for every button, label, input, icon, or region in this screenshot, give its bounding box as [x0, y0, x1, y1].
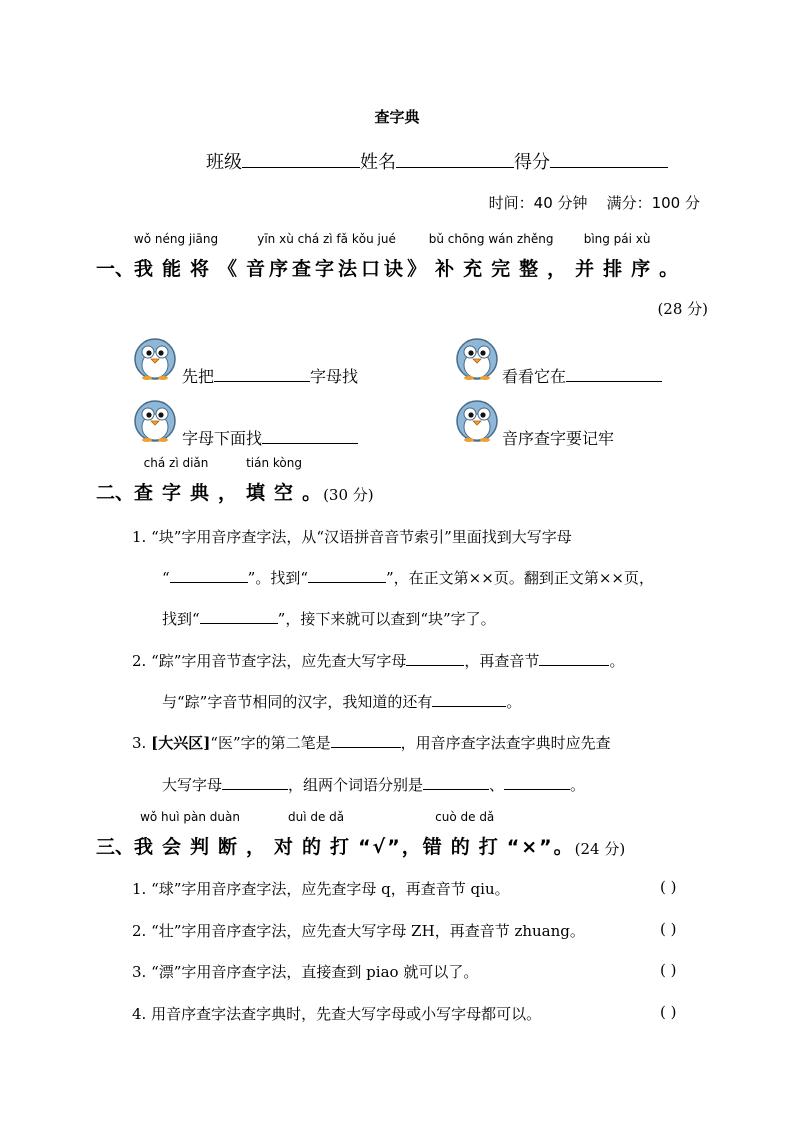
judge-answer-box-2[interactable]: ( ): [660, 920, 677, 938]
blank-item-2: 看看它在: [502, 364, 662, 387]
judge-answer-box-1[interactable]: ( ): [660, 878, 677, 896]
section-number: 二、: [96, 482, 135, 504]
ruby-group: “√”，: [358, 836, 423, 858]
blank-item-1: 先把 字母找: [182, 367, 359, 386]
section-number: 三、: [96, 836, 135, 858]
score-label: 得分: [514, 152, 550, 173]
ruby-group: bǔ chōng wán zhěng 补充完整: [428, 232, 554, 280]
answer-blank[interactable]: [200, 608, 278, 624]
source-tag: [大兴区]: [151, 734, 211, 752]
judge-answer-box-4[interactable]: ( ): [660, 1003, 677, 1021]
answer-blank[interactable]: [539, 650, 609, 666]
question-2-3-line-b: 大写字母 ，组两个词语分别是 、 。: [162, 776, 586, 794]
ruby-group: 》: [407, 258, 436, 280]
answer-blank[interactable]: [406, 650, 464, 666]
judge-item-1: 1. “球”字用音序查字法，应先查字母 q，再查音节 qiu。: [132, 880, 510, 898]
item-2-blank[interactable]: [566, 365, 662, 382]
ruby-group: 《: [218, 258, 247, 280]
ruby-group: bìng pái xù 并排序: [575, 232, 660, 280]
time-limit: 时间：40 分钟: [488, 194, 588, 212]
section-1-heading: [96, 232, 688, 281]
ruby-group: wǒ néng jiāng 我能将: [133, 232, 219, 280]
penguin-icon: [454, 334, 500, 380]
question-2-1-line-c: 找到“ ”，接下来就可以查到“块”字了。: [162, 610, 496, 628]
answer-blank[interactable]: [170, 567, 248, 583]
score-blank[interactable]: [550, 149, 668, 168]
penguin-icon: [132, 334, 178, 380]
ruby-group: yīn xù chá zì fǎ kǒu jué 音序查字法口诀: [246, 232, 408, 280]
student-info: [206, 148, 668, 174]
section-1-score: (28 分): [657, 300, 708, 318]
answer-blank[interactable]: [308, 567, 386, 583]
exam-meta: [489, 192, 700, 213]
item-3-blank[interactable]: [262, 427, 358, 444]
answer-blank[interactable]: [423, 774, 489, 790]
ruby-group: “×”。: [506, 836, 575, 858]
full-score: 满分：100 分: [606, 194, 700, 212]
answer-blank[interactable]: [504, 774, 570, 790]
ruby-group: duì de dǎ 对的打: [274, 810, 359, 858]
ruby-group: ，: [547, 258, 576, 280]
answer-blank[interactable]: [432, 691, 506, 707]
name-label: 姓名: [360, 152, 396, 173]
ruby-group: wǒ huì pàn duàn 我会判断: [134, 810, 247, 858]
penguin-icon: [132, 396, 178, 442]
section-3-heading: [96, 810, 626, 859]
question-2-2-line-a: 2. “踪”字用音节查字法，应先查大写字母 ，再查音节 。: [132, 652, 625, 670]
page-title: 查字典: [374, 108, 420, 126]
question-2-2-line-b: 与“踪”字音节相同的汉字，我知道的还有 。: [162, 693, 522, 711]
answer-blank[interactable]: [331, 732, 401, 748]
section-2-heading: [96, 456, 374, 505]
ruby-group: 。: [659, 258, 688, 280]
answer-blank[interactable]: [222, 774, 288, 790]
penguin-icon: [454, 396, 500, 442]
ruby-group: ，: [246, 836, 275, 858]
blank-item-3: 字母下面找: [182, 426, 358, 449]
judge-answer-box-3[interactable]: ( ): [660, 961, 677, 979]
judge-item-3: 3. “漂”字用音序查字法，直接查到 piao 就可以了。: [132, 963, 479, 981]
ruby-group: chá zì diǎn 查字典: [134, 456, 219, 504]
question-2-1-line-a: 1. “块”字用音序查字法，从“汉语拼音音节索引”里面找到大写字母: [132, 528, 572, 546]
judge-item-4: 4. 用音序查字法查字典时，先查大写字母或小写字母都可以。: [132, 1005, 542, 1023]
name-blank[interactable]: [396, 149, 514, 168]
judge-item-2: 2. “壮”字用音序查字法，应先查大写字母 ZH，再查音节 zhuang。: [132, 922, 585, 940]
question-2-3-line-a: 3. [大兴区]“医”字的第二笔是 ，用音序查字法查字典时应先查: [132, 734, 611, 752]
ruby-group: cuò de dǎ 错的打: [422, 810, 507, 858]
section-3-score: (24 分): [574, 840, 626, 858]
ruby-group: 。: [302, 482, 324, 504]
section-number: 一、: [96, 258, 135, 280]
question-2-1-line-b: “ ”。找到“ ”，在正文第××页。翻到正文第××页，: [162, 569, 654, 587]
class-label: 班级: [206, 152, 242, 173]
class-blank[interactable]: [242, 149, 360, 168]
item-1-blank[interactable]: [214, 365, 310, 382]
section-2-score: (30 分): [323, 486, 374, 504]
blank-item-4: 音序查字要记牢: [502, 429, 615, 448]
ruby-group: tián kòng 填空: [246, 456, 303, 504]
ruby-group: ，: [218, 482, 247, 504]
